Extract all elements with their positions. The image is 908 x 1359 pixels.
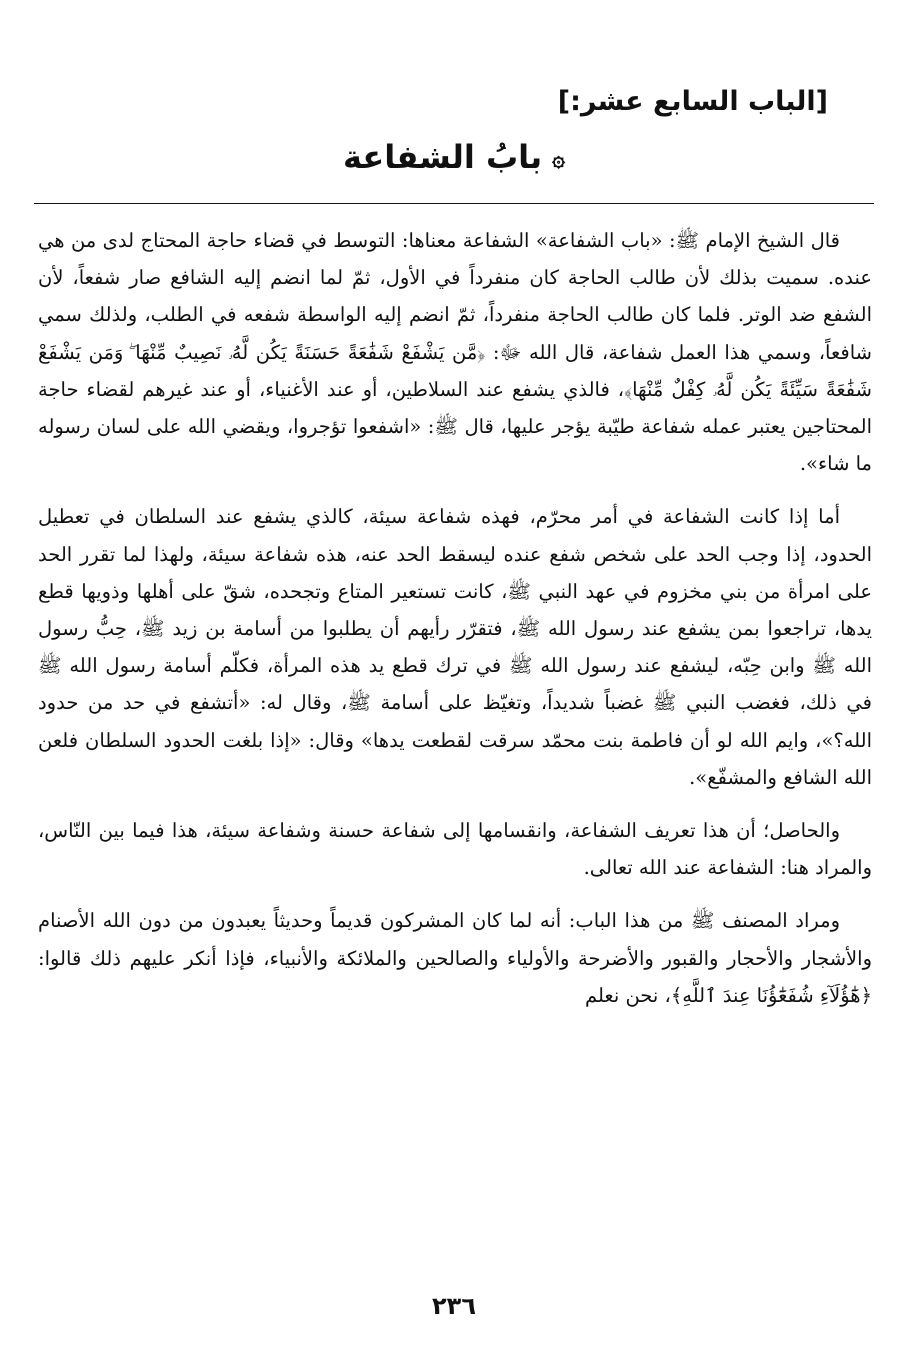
paragraph-2: أما إذا كانت الشفاعة في أمر محرّم، فهذه شفاعة سيئة، كالذي يشفع عند السلطان في تعطيل الحدود، إذا وجب الحد على شخص شفع عنده ليسقط الحد عنه، هذه شفاعة سيئة، ولهذا لما تقرر الحد على امرأة من بني مخزوم في عهد النبي ﷺ، كانت تستعير المتاع وتجحده، شقّ على أهلها وذويها قطع يدها، تراجعوا بمن يشفع عند رسول الله ﷺ، فتقرّر رأيهم أن يطلبوا من أسامة بن زيد ﷺ، حِبُّ رسول الله ﷺ وابن حِبّه، ليشفع عند رسول الله ﷺ في ترك قطع يد هذه المرأة، فكلّم أسامة رسول الله ﷺ في ذلك، فغضب النبي ﷺ غضباً شديداً، وتغيّظ على أسامة ﷺ، وقال له: «أتشفع في حد من حدود الله؟»، وايم الله لو أن فاطمة بنت محمّد سرقت لقطعت يدها» وقال: «إذا بلغت الحدود السلطان فلعن الله الشافع والمشفّع». <box>38 505 872 789</box>
chapter-title-text: بابُ الشفاعة <box>342 138 543 176</box>
paragraph-3: والحاصل؛ أن هذا تعريف الشفاعة، وانقسامها إلى شفاعة حسنة وشفاعة سيئة، هذا فيما بين النّاس، والمراد هنا: الشفاعة عند الله تعالى. <box>38 819 872 880</box>
paragraph-4: ومراد المصنف ﷺ من هذا الباب: أنه لما كان المشركون قديماً وحديثاً يعبدون من دون الله الأصنام والأشجار والأحجار والقبور والأضرحة والأولياء والصالحين والملائكة والأنبياء، فإذا أنكر عليهم ذلك قالوا: ﴿هَٰٓؤُلَآءِ شُفَعَٰٓؤُنَا عِندَ ٱللَّهِ﴾، نحن نعلم <box>38 909 872 1007</box>
flower-ornament-icon: ۞ <box>552 146 566 172</box>
chapter-title <box>0 138 908 176</box>
paragraph-1: قال الشيخ الإمام ﷺ: «باب الشفاعة» الشفاعة معناها: التوسط في قضاء حاجة المحتاج لدى من هي عنده. سميت بذلك لأن طالب الحاجة كان منفرداً في الأول، ثمّ لما انضم إليه الشافع صار شفعاً، لأن الشفع ضد الوتر. فلما كان طالب الحاجة منفرداً، ثمّ انضم إليه الواسطة شفعه في الطلب، ولذلك سمي شافعاً، وسمي هذا العمل شفاعة، قال الله ﷻ: ﴿مَّن يَشْفَعْ شَفَٰعَةً حَسَنَةً يَكُن لَّهُۥ نَصِيبٌ مِّنْهَا ۖ وَمَن يَشْفَعْ شَفَٰعَةً سَيِّئَةً يَكُن لَّهُۥ كِفْلٌ مِّنْهَا﴾، فالذي يشفع عند السلاطين، أو عند الأغنياء، أو عند غيرهم لقضاء حاجة المحتاجين يعتبر عمله شفاعة طيّبة يؤجر عليها، قال ﷺ: «اشفعوا تؤجروا، ويقضي الله على لسان رسوله ما شاء». <box>38 229 872 476</box>
title-divider <box>34 203 874 204</box>
page-number: ٢٣٦ <box>432 1292 476 1320</box>
body-text <box>38 222 872 1282</box>
chapter-label: [الباب السابع عشر:] <box>557 86 828 117</box>
